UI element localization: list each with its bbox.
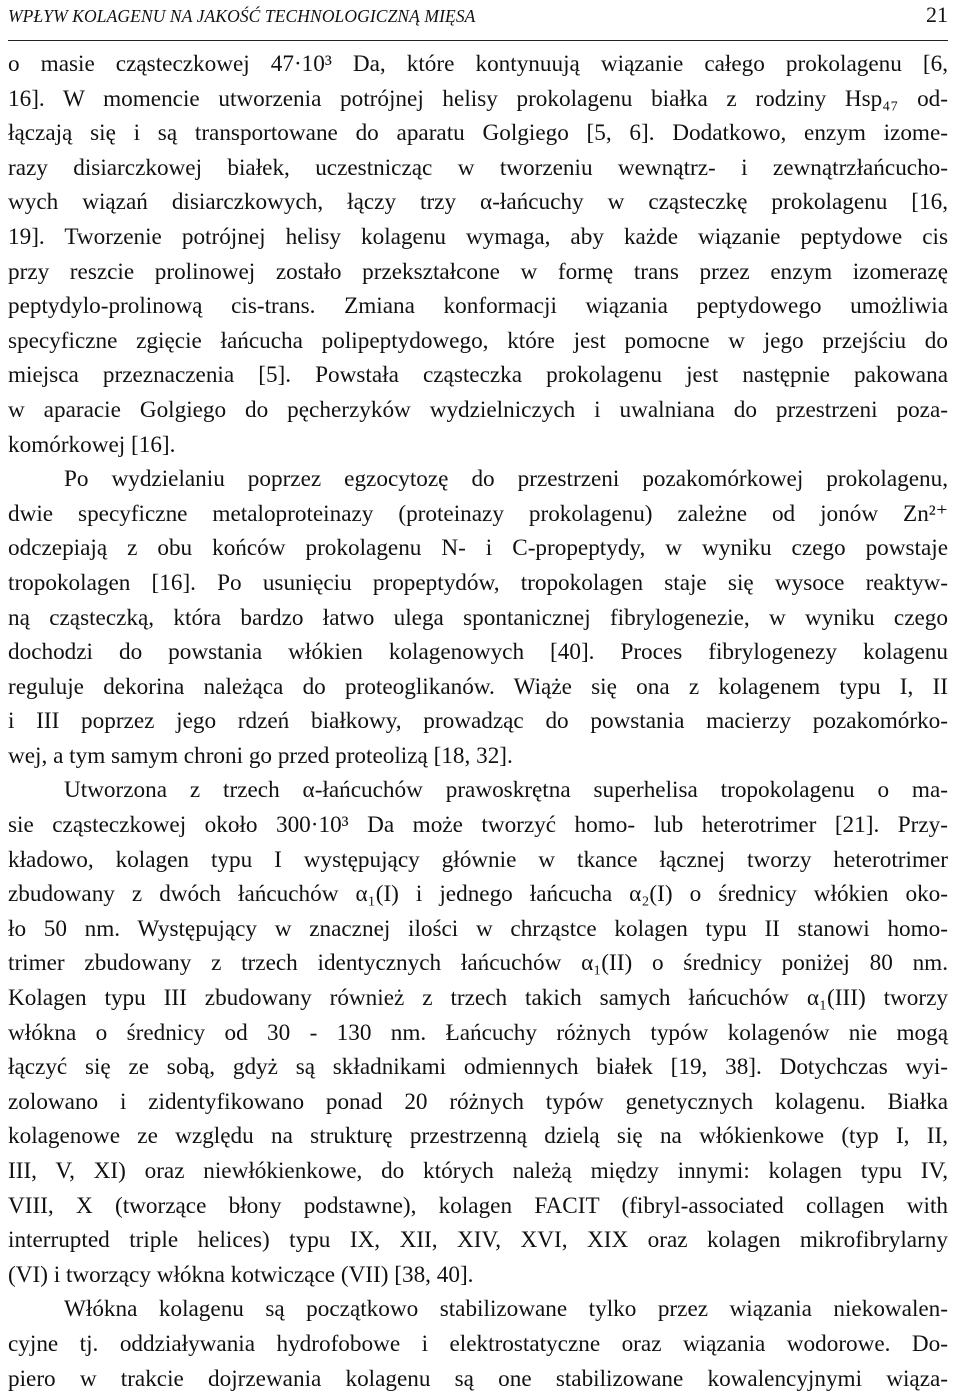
text-line: Kolagen typu III zbudowany również z trzech takich samych łańcuchów α₁(III) tworzy [8, 985, 948, 1012]
text-line: zbudowany z dwóch łańcuchów α₁(I) i jednego łańcucha α₂(I) o średnicy włókien oko- [8, 881, 948, 908]
text-line: piero w trakcie dojrzewania kolagenu są one stabilizowane kowalencyjnymi wiąza- [8, 1365, 948, 1392]
running-header [8, 0, 948, 41]
text-line: kolagenowe ze względu na strukturę przestrzenną dzielą się na włókienkowe (typ I, II, [8, 1123, 948, 1150]
text-line: Po wydzielaniu poprzez egzocytozę do przestrzeni pozakomórkowej prokolagenu, [64, 466, 948, 493]
text-line: sie cząsteczkowej około 300·10³ Da może tworzyć homo- lub heterotrimer [21]. Przy- [8, 812, 948, 839]
text-line: specyficzne zgięcie łańcucha polipeptydowego, które jest pomocne w jego przejściu do [8, 327, 948, 354]
text-line: 16]. W momencie utworzenia potrójnej helisy prokolagenu białka z rodziny Hsp₄₇ od- [8, 85, 948, 112]
text-line: 19]. Tworzenie potrójnej helisy kolagenu wymaga, aby każde wiązanie peptydowe cis [8, 223, 948, 250]
text-line: i III poprzez jego rdzeń białkowy, prowadząc do powstania macierzy pozakomórko- [8, 708, 948, 735]
text-line: wych wiązań disiarczkowych, łączy trzy α-łańcuchy w cząsteczkę prokolagenu [16, [8, 189, 948, 216]
text-line: ną cząsteczką, która bardzo łatwo ulega spontanicznej fibrylogenezie, w wyniku czego [8, 604, 948, 631]
text-line: III, V, XI) oraz niewłókienkowe, do których należą między innymi: kolagen typu IV, [8, 1158, 948, 1184]
text-line: Włókna kolagenu są początkowo stabilizowane tylko przez wiązania niekowalen- [64, 1296, 948, 1323]
text-line: interrupted triple helices) typu IX, XII, XIV, XVI, XIX oraz kolagen mikrofibrylarny [8, 1227, 948, 1254]
text-line: o masie cząsteczkowej 47·10³ Da, które kontynuują wiązanie całego prokolagenu [6, [8, 51, 948, 77]
text-line: (VI) i tworzący włókna kotwiczące (VII) [38, 40]. [8, 1261, 474, 1288]
page-number: 21 [926, 2, 948, 27]
text-line: łączają się i są transportowane do aparatu Golgiego [5, 6]. Dodatkowo, enzym izome- [8, 120, 948, 147]
text-line: przy reszcie prolinowej zostało przekształcone w formę trans przez enzym izomerazę [8, 258, 948, 285]
text-line: peptydylo-prolinową cis-trans. Zmiana konformacji wiązania peptydowego umożliwia [8, 293, 948, 320]
text-line: zolowano i zidentyfikowano ponad 20 różnych typów genetycznych kolagenu. Białka [8, 1088, 948, 1115]
text-line: reguluje dekorina należąca do proteoglikanów. Wiąże się ona z kolagenem typu I, II [8, 673, 948, 700]
paragraph [8, 773, 948, 1292]
text-line: łączyć się ze sobą, gdyż są składnikami odmiennych białek [19, 38]. Dotychczas wyi- [8, 1054, 948, 1081]
text-line: odczepiają z obu końców prokolagenu N- i C-propeptydy, w wyniku czego powstaje [8, 535, 948, 562]
text-line: kładowo, kolagen typu I występujący głównie w tkance łącznej tworzy heterotrimer [8, 846, 948, 873]
text-line: VIII, X (tworzące błony podstawne), kolagen FACIT (fibryl-associated collagen with [8, 1192, 948, 1219]
text-line: wej, a tym samym chroni go przed proteolizą [18, 32]. [8, 742, 513, 769]
text-line: dochodzi do powstania włókien kolagenowych [40]. Proces fibrylogenezy kolagenu [8, 639, 948, 666]
paragraph [8, 47, 948, 462]
text-line: trimer zbudowany z trzech identycznych łańcuchów α₁(II) o średnicy poniżej 80 nm. [8, 950, 948, 977]
text-line: tropokolagen [16]. Po usunięciu propeptydów, tropokolagen staje się wysoce reaktyw- [8, 569, 948, 596]
running-title: WPŁYW KOLAGENU NA JAKOŚĆ TECHNOLOGICZNĄ MIĘSA [8, 6, 476, 26]
text-line: w aparacie Golgiego do pęcherzyków wydzielniczych i uwalniana do przestrzeni poza- [8, 396, 948, 423]
text-line: dwie specyficzne metaloproteinazy (proteinazy prokolagenu) zależne od jonów Zn²⁺ [8, 500, 948, 527]
text-line: ło 50 nm. Występujący w znacznej ilości w chrząstce kolagen typu II stanowi homo- [8, 915, 948, 942]
text-line: cyjne tj. oddziaływania hydrofobowe i elektrostatyczne oraz wiązania wodorowe. Do- [8, 1330, 948, 1357]
text-line: Utworzona z trzech α-łańcuchów prawoskrętna superhelisa tropokolagenu o ma- [64, 777, 948, 804]
paragraph [8, 1292, 948, 1396]
page-body [8, 47, 948, 1396]
text-line: miejsca przeznaczenia [5]. Powstała cząsteczka prokolagenu jest następnie pakowana [8, 362, 948, 389]
text-line: włókna o średnicy od 30 - 130 nm. Łańcuchy różnych typów kolagenów nie mogą [8, 1019, 948, 1046]
text-line: razy disiarczkowej białek, uczestnicząc w tworzeniu wewnątrz- i zewnątrzłańcucho- [8, 154, 948, 181]
paragraph [8, 462, 948, 773]
text-line: komórkowej [16]. [8, 431, 176, 458]
